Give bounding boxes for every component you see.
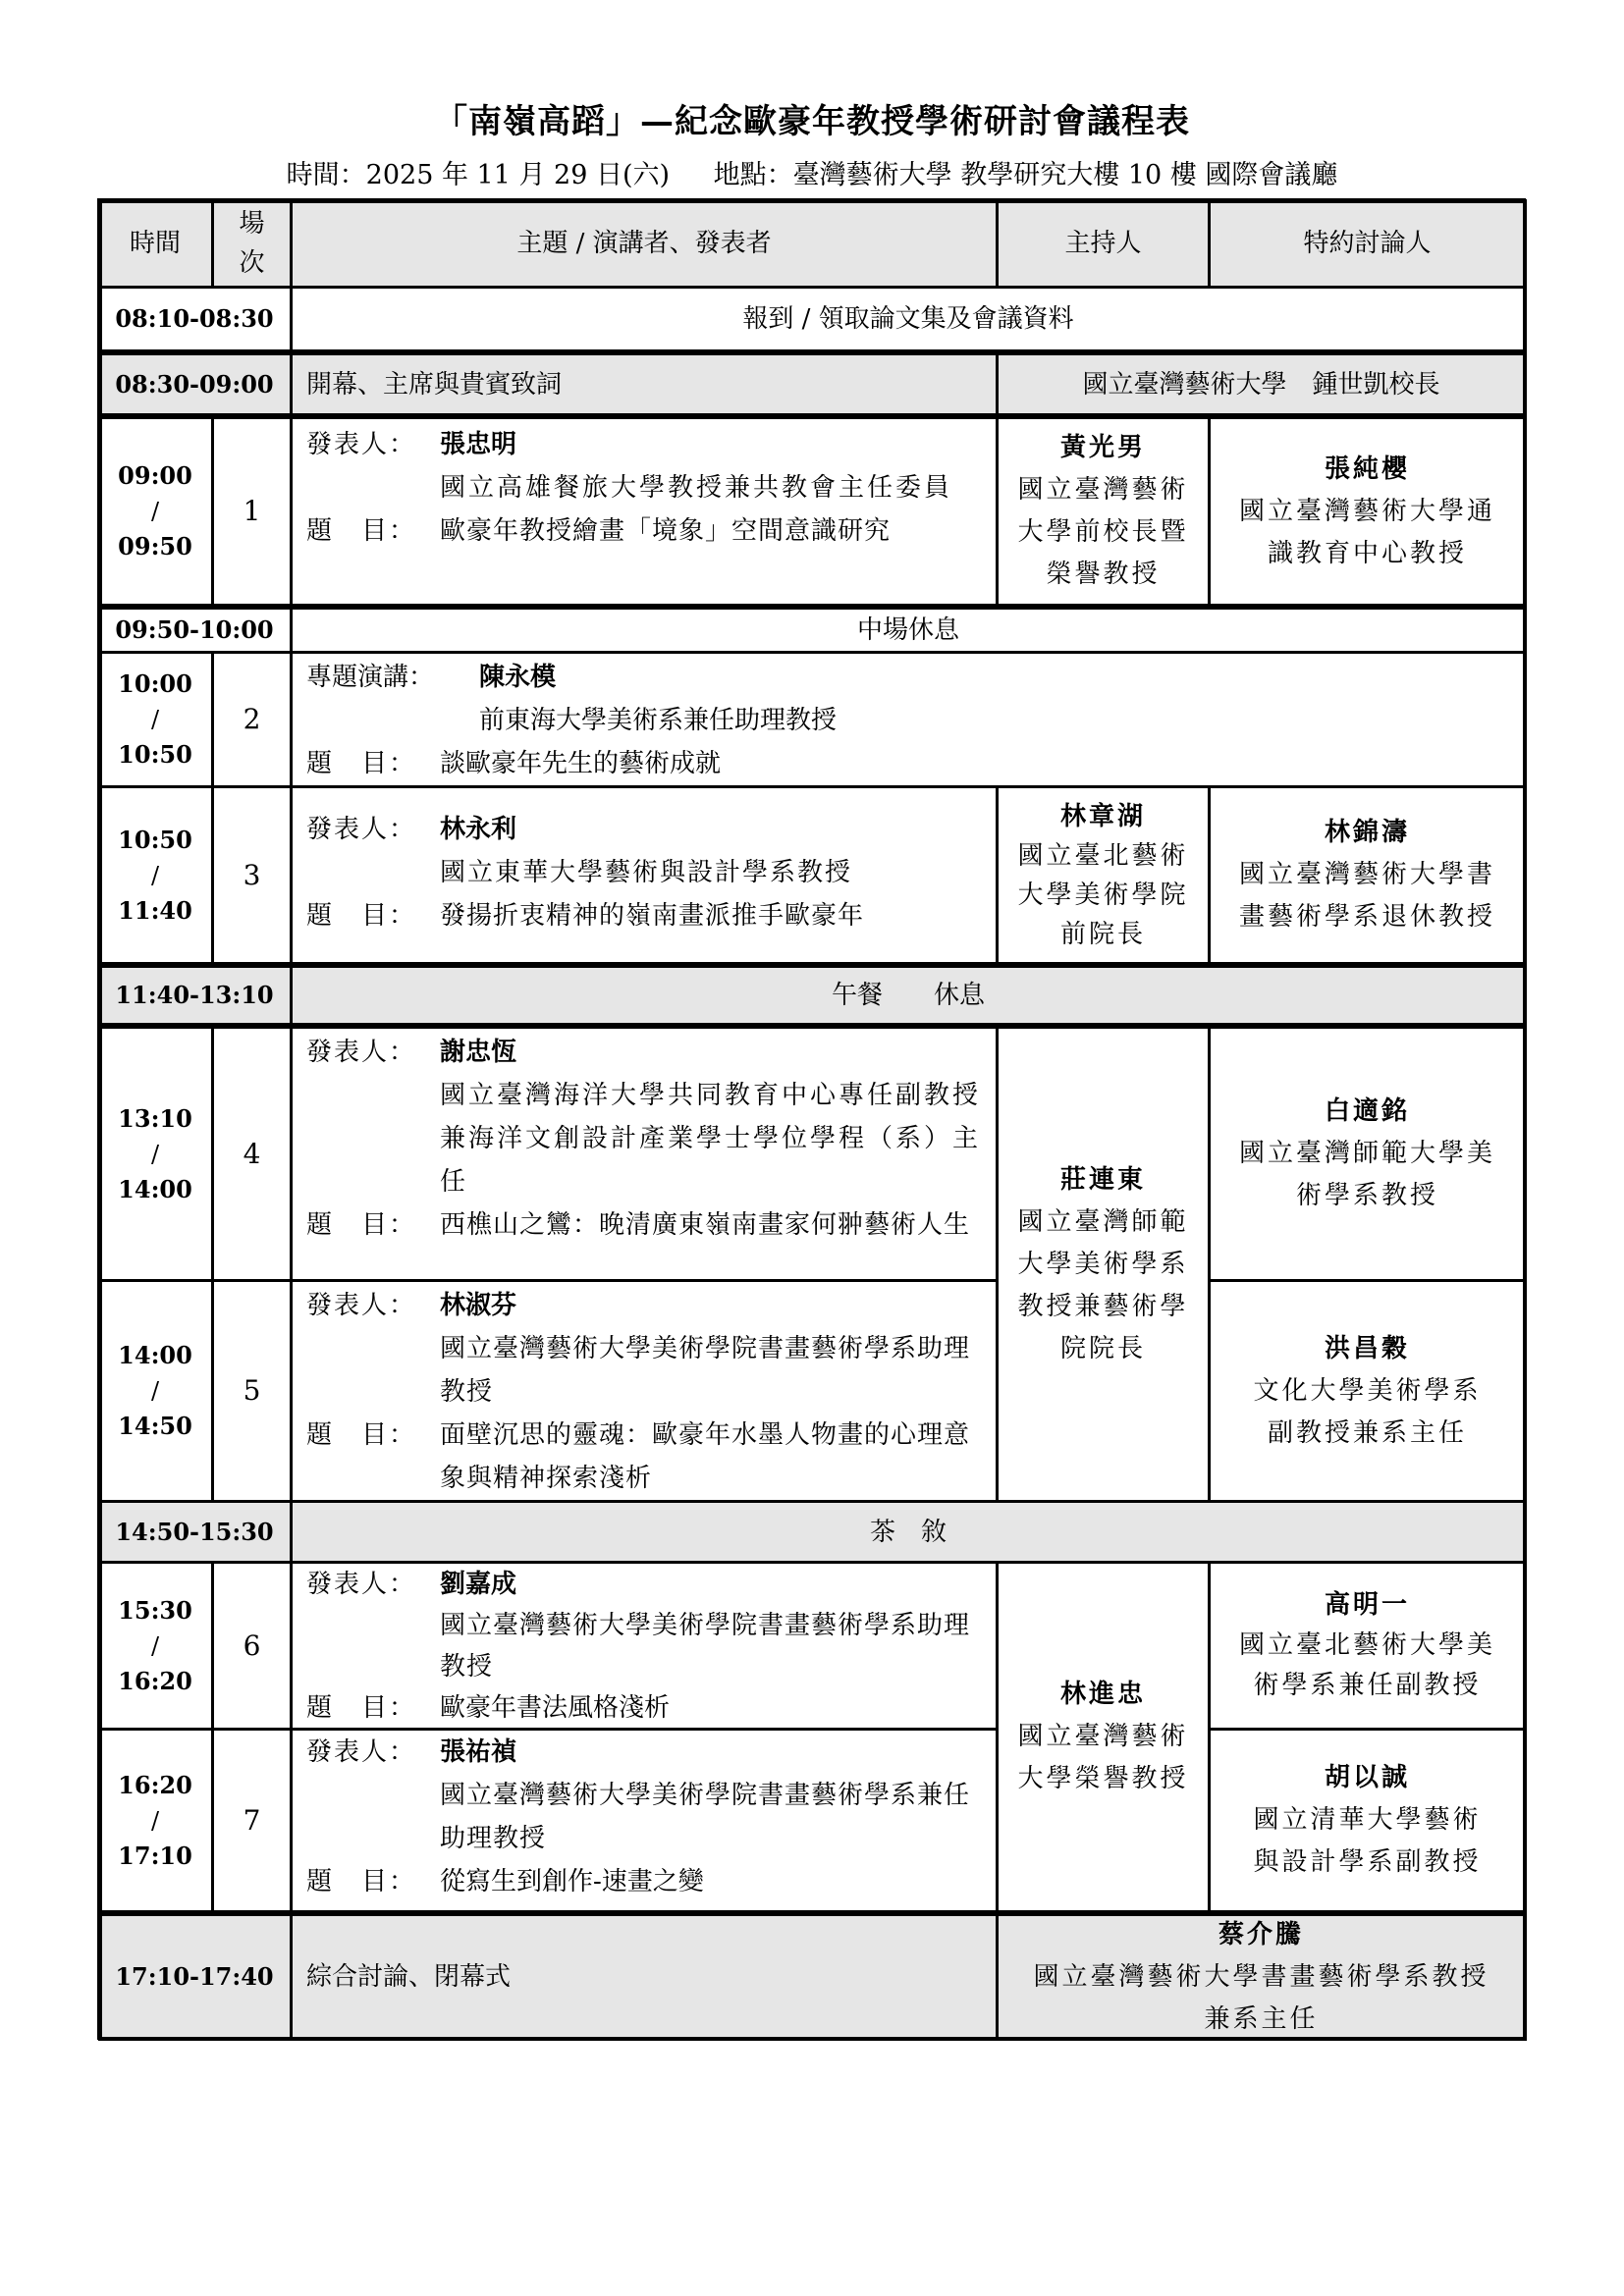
presenter-affiliation: 國立臺灣藝術大學美術學院書畫藝術學系助理教授 [440,1611,971,1682]
lunch-time [97,963,292,1028]
event-label: 開幕、主席與貴賓致詞 [306,369,563,400]
presenter-affiliation: 前東海大學美術系兼任助理教授 [479,706,838,735]
col-header-moderator [997,198,1210,288]
presenter-affiliation: 國立高雄餐旅大學教授兼共教會主任委員 [440,473,953,503]
time-end: 17:10 [118,1841,192,1870]
time-end: 09:50 [118,532,192,561]
time-end: 16:20 [118,1666,192,1695]
s2-program [291,652,1526,787]
paper-title: 面壁沉思的靈魂：歐豪年水墨人物畫的心理意象與精神探索淺析 [440,1420,971,1493]
moderator-name: 莊連東 [1059,1164,1146,1195]
presenter-name: 張忠明 [440,430,517,459]
discussant-title: 國立臺北藝術大學美術學系兼任副教授 [1238,1630,1495,1700]
event-label: 報到 / 領取論文集及會議資料 [742,304,1074,334]
s4-number [212,1027,292,1281]
time-start: 09:00 [118,461,192,490]
subtitle [0,153,1624,191]
s2-time [97,652,213,787]
s4-program [291,1027,998,1281]
s5-discussant [1209,1280,1526,1502]
discussant-name: 洪昌穀 [1324,1333,1410,1363]
host-title: 國立臺灣藝術大學書畫藝術學系教授兼系主任 [1033,1961,1489,2034]
presenter-label: 發表人： [306,815,417,844]
time-sep: / [150,1140,160,1168]
presenter-name: 陳永模 [479,663,557,692]
time-end: 14:00 [118,1174,192,1203]
time-end: 10:50 [118,740,192,769]
lunch-text [291,963,1526,1028]
s1-program [291,414,998,606]
discussant-title: 文化大學美術學系副教授兼系主任 [1253,1375,1482,1448]
paper-title: 發揚折衷精神的嶺南畫派推手歐豪年 [440,901,865,931]
col-header-discussant-label: 特約討論人 [1303,228,1432,258]
event-venue: 地點：臺灣藝術大學 教學研究大樓 10 樓 國際會議廳 [713,160,1338,190]
presenter-affiliation: 國立臺灣藝術大學美術學院書畫藝術學系助理教授 [440,1334,971,1407]
col-header-time [97,198,213,288]
keynote-label: 專題演講： [306,663,435,692]
s7-program [291,1729,998,1912]
break1-text [291,605,1526,653]
closing-text [291,1911,998,2040]
s7-time [97,1729,213,1912]
s6-discussant [1209,1562,1526,1730]
title-label: 題 目： [306,1867,417,1896]
col-header-topic-label: 主題 / 演講者、發表者 [516,228,772,258]
time-label: 08:10-08:30 [115,304,274,333]
s5-number [212,1280,292,1502]
s6-time [97,1562,213,1730]
session-number: 6 [243,1629,261,1662]
col-header-moderator-label: 主持人 [1064,228,1142,258]
title-label: 題 目： [306,1693,417,1723]
presenter-label: 發表人： [306,430,417,459]
discussant-name: 張純櫻 [1324,454,1410,484]
time-label: 17:10-17:40 [115,1962,274,1991]
discussant-name: 高明一 [1324,1590,1410,1620]
presenter-label: 發表人： [306,1737,417,1767]
time-start: 10:50 [118,825,192,854]
event-label: 中場休息 [856,615,959,645]
presenter-affiliation: 國立臺灣藝術大學美術學院書畫藝術學系兼任助理教授 [440,1781,971,1853]
session-number: 1 [243,495,261,527]
s6-7-moderator [997,1562,1210,1912]
s1-discussant [1209,414,1526,606]
time-sep: / [150,1631,160,1660]
s6-program [291,1562,998,1730]
title-label: 題 目： [306,901,417,931]
break1-time [97,605,292,653]
discussant-title: 國立臺灣藝術大學通識教育中心教授 [1238,496,1495,568]
host-label: 國立臺灣藝術大學 鍾世凱校長 [1082,369,1440,400]
closing-time [97,1911,292,2040]
s5-program [291,1280,998,1502]
time-sep: / [150,861,160,889]
s3-time [97,786,213,964]
title-label: 題 目： [306,1420,417,1450]
s5-time [97,1280,213,1502]
col-header-topic [291,198,998,288]
col-header-session-label: 場次 [239,208,265,278]
s3-program [291,786,998,964]
moderator-title: 國立臺灣藝術大學榮譽教授 [1017,1722,1189,1793]
time-start: 13:10 [118,1103,192,1133]
s1-time [97,414,213,606]
title-label: 題 目： [306,516,417,546]
presenter-affiliation: 國立臺灣海洋大學共同教育中心專任副教授兼海洋文創設計產業學士學位學程（系）主任 [440,1081,982,1197]
presenter-name: 林永利 [440,815,517,844]
time-sep: / [150,1377,160,1405]
paper-title: 西樵山之鸞：晚清廣東嶺南畫家何翀藝術人生 [440,1210,971,1240]
time-start: 14:00 [118,1341,192,1369]
s3-moderator [997,786,1210,964]
presenter-name: 謝忠恆 [440,1038,517,1067]
session-number: 7 [243,1803,261,1837]
event-label: 茶 敘 [869,1517,947,1547]
s1-moderator [997,414,1210,606]
s3-discussant [1209,786,1526,964]
s4-discussant [1209,1027,1526,1281]
page-title: 「南嶺高蹈」—紀念歐豪年教授學術研討會議程表 [434,102,1190,141]
time-label: 14:50-15:30 [115,1517,274,1546]
s3-number [212,786,292,964]
col-header-session [212,198,292,288]
time-sep: / [150,1806,160,1835]
opening-text [291,350,998,415]
time-start: 15:30 [118,1595,192,1625]
discussant-name: 胡以誠 [1324,1763,1410,1792]
s7-number [212,1729,292,1912]
presenter-name: 林淑芬 [440,1291,517,1320]
discussant-title: 國立臺灣師範大學美術學系教授 [1238,1139,1495,1210]
time-end: 14:50 [118,1412,192,1440]
s4-time [97,1027,213,1281]
time-start: 16:20 [118,1770,192,1799]
discussant-name: 林錦濤 [1324,818,1410,847]
s6-number [212,1562,292,1730]
discussant-title: 國立臺灣藝術大學書畫藝術學系退休教授 [1238,860,1495,932]
s4-5-moderator [997,1027,1210,1502]
presenter-name: 劉嘉成 [440,1570,517,1599]
host-name: 蔡介騰 [1218,1919,1304,1949]
s2-number [212,652,292,787]
time-sep: / [150,706,160,733]
session-number: 3 [243,858,261,891]
time-label: 08:30-09:00 [115,369,274,399]
paper-title: 談歐豪年先生的藝術成就 [440,749,722,778]
presenter-label: 發表人： [306,1570,417,1599]
s7-discussant [1209,1729,1526,1912]
paper-title: 歐豪年書法風格淺析 [440,1693,671,1723]
moderator-title: 國立臺灣藝術大學前校長暨榮譽教授 [1017,475,1189,589]
presenter-label: 發表人： [306,1291,417,1320]
session-number: 4 [243,1137,261,1170]
time-start: 10:00 [118,669,192,698]
moderator-name: 林進忠 [1059,1680,1146,1709]
paper-title: 歐豪年教授繪畫「境象」空間意識研究 [440,516,892,546]
presenter-label: 發表人： [306,1038,417,1067]
closing-host [997,1911,1526,2040]
moderator-title: 國立臺灣師範大學美術學系教授兼藝術學院院長 [1017,1206,1189,1363]
time-label: 11:40-13:10 [115,981,274,1009]
event-label: 午餐 休息 [831,981,985,1010]
discussant-title: 國立清華大學藝術與設計學系副教授 [1253,1805,1482,1877]
paper-title: 從寫生到創作-速畫之變 [440,1867,704,1896]
moderator-name: 林章湖 [1059,801,1146,831]
presenter-affiliation: 國立東華大學藝術與設計學系教授 [440,858,853,887]
registration-text [291,287,1526,351]
time-sep: / [150,498,160,525]
registration-time [97,287,292,351]
moderator-name: 黃光男 [1059,433,1146,462]
title-label: 題 目： [306,1210,417,1240]
event-label: 綜合討論、閉幕式 [306,1962,512,1992]
col-header-time-label: 時間 [129,228,181,258]
opening-time [97,350,292,415]
discussant-name: 白適銘 [1324,1096,1410,1126]
col-header-discussant [1209,198,1526,288]
presenter-name: 張祐禎 [440,1737,517,1767]
session-number: 5 [243,1374,261,1407]
title-label: 題 目： [306,749,417,778]
time-end: 11:40 [118,895,192,925]
session-number: 2 [243,703,261,735]
event-date: 時間：2025 年 11 月 29 日(六) [286,160,671,190]
s1-number [212,414,292,606]
opening-host [997,350,1526,415]
time-label: 09:50-10:00 [115,615,274,644]
tea-time [97,1501,292,1563]
moderator-title: 國立臺北藝術大學美術學院前院長 [1017,840,1189,949]
tea-text [291,1501,1526,1563]
